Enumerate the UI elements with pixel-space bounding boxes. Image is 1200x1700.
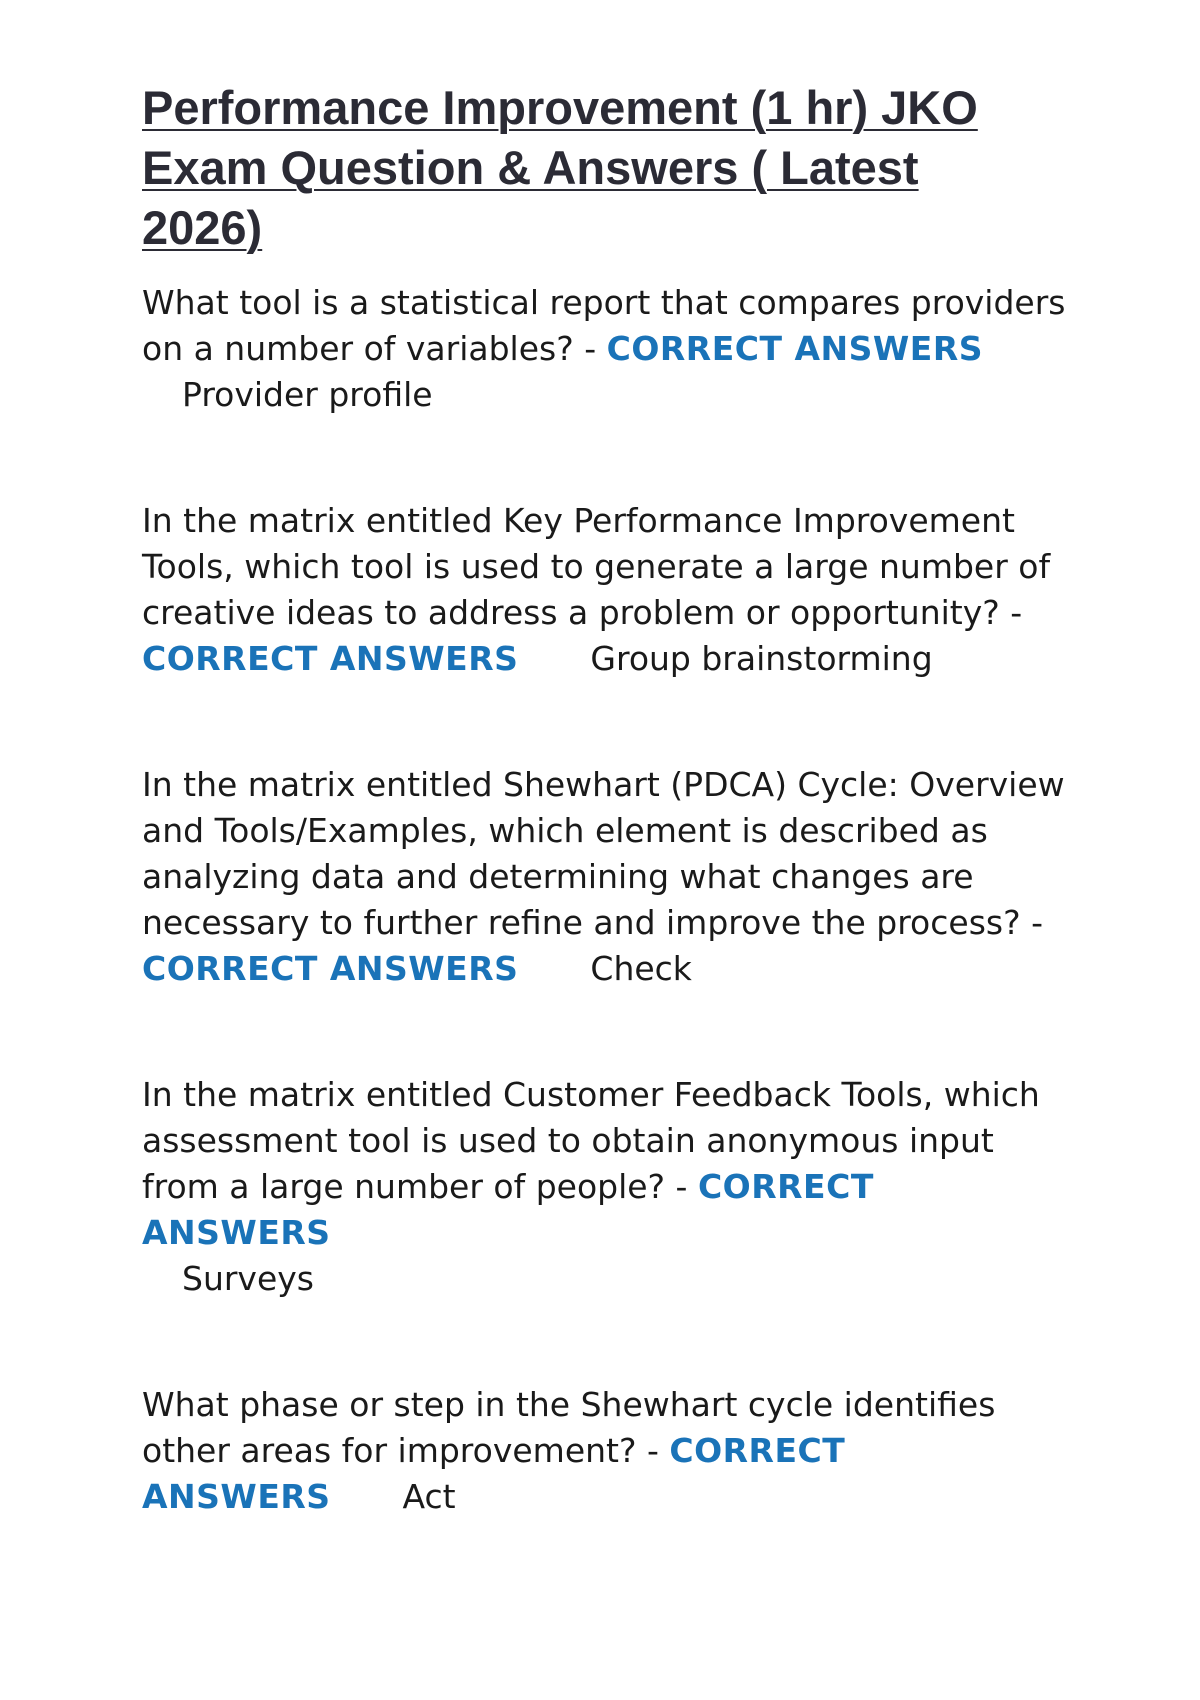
question-text: In the matrix entitled Customer Feedback Tools, which assessment tool is used to obtain anonymous input from a large number of people? - [142,1075,1051,1206]
document-title [142,78,1022,258]
qa-item-4 [142,1072,1072,1302]
title-line-1: Performance Improvement (1 hr) JKO [142,81,978,134]
question-text: In the matrix entitled Shewhart (PDCA) Cycle: Overview and Tools/Examples, which element is described as analyzing data and determining what changes are necessary to further refine and improve the process? - [142,765,1076,942]
question-text: What phase or step in the Shewhart cycle identifies other areas for improvement? - [142,1385,1006,1470]
qa-item-2 [142,498,1072,682]
correct-answers-label: CORRECT ANSWERS [142,949,519,988]
qa-list [142,280,1076,1520]
question-text: What tool is a statistical report that compares providers on a number of variables? - [142,283,1076,368]
correct-answers-label: CORRECT ANSWERS [142,639,519,678]
answer-text: Provider profile [182,375,433,414]
answer-text: Group brainstorming [590,639,933,678]
title-line-2: Exam Question & Answers ( Latest [142,141,919,194]
qa-item-3 [142,762,1076,992]
qa-item-5 [142,1382,1072,1520]
answer-text: Check [590,949,692,988]
answer-text: Act [402,1477,456,1516]
correct-answers-label: CORRECT ANSWERS [142,1431,846,1516]
answer-text: Surveys [182,1259,314,1298]
title-line-3: 2026) [142,201,263,254]
question-text: In the matrix entitled Key Performance Improvement Tools, which tool is used to generate a large number of creative ideas to address a problem or opportunity? - [142,501,1061,632]
qa-item-1 [142,280,1076,418]
document-page [142,78,1076,1520]
correct-answers-label: CORRECT ANSWERS [606,329,984,368]
correct-answers-label: CORRECT ANSWERS [142,1167,874,1252]
